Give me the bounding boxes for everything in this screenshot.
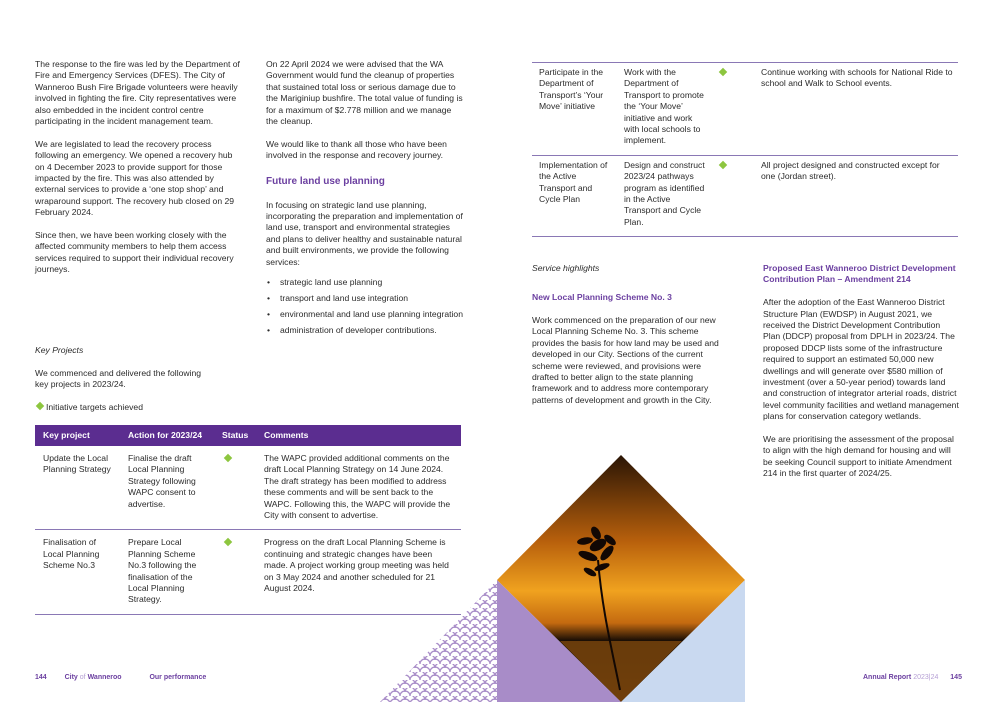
page-number: 145 [950, 674, 962, 681]
footer-wanneroo: Wanneroo [87, 674, 122, 681]
diamond-icon [224, 454, 232, 462]
status-cell [214, 530, 256, 614]
paragraph: On 22 April 2024 we were advised that the WA Government would fund the cleanup of properties that sustained total loss or serious damage due to the Mariginiup bushfire. The total value of funding is for a maximum of $2.778 million and we manage the cleanup. [266, 59, 463, 127]
right-column-2 [763, 263, 959, 491]
status-cell [214, 446, 256, 530]
paragraph: We are prioritising the assessment of the proposal to align with the high demand for housing and will be seeking Council support to initiate Amendment 214 in the first quarter of 2024/25. [763, 434, 954, 479]
project-cell: Implementation of the Active Transport and Cycle Plan [532, 155, 617, 236]
comment-cell: All project designed and constructed except for one (Jordan street). [754, 155, 958, 236]
column-header: Action for 2023/24 [120, 425, 214, 446]
action-cell: Design and construct 2023/24 pathways program as identified in the Active Transport and Cycle Plan. [617, 155, 713, 236]
footer-report: Annual Report [863, 674, 912, 681]
sunset-tree-image [380, 450, 746, 702]
paragraph: After the adoption of the East Wanneroo District Structure Plan (EWDSP) in August 2021, we received the District Development Contribution Plan (DDCP) proposal from DPLH in 2023/24. The proposed DDCP lists some of the infrastructure required to support an estimated 50,000 new dwellings and will generate over $580 million of investment (over a 50-year period) towards land and construction of integrator arterial roads, district level community facilities and wetland management plans for conservation category wetlands. [763, 297, 959, 422]
key-projects-label: Key Projects [35, 345, 84, 355]
footer-year: 2023|24 [913, 674, 939, 681]
footer-section: Our performance [149, 674, 207, 681]
column-header: Status [214, 425, 256, 446]
key-projects-intro: We commenced and delivered the following key projects in 2023/24. [35, 368, 202, 390]
comment-cell: The WAPC provided additional comments on the draft Local Planning Strategy on 14 June 2024. The draft strategy has been modified to address these comments and will be sent back to the WAPC. Following this, the WAPC will provide the City with consent to advertise. [256, 446, 461, 530]
legend [35, 402, 235, 413]
footer-left [35, 672, 206, 683]
comment-cell: Progress on the draft Local Planning Scheme is continuing and strategic changes have been made. A project working group meeting was held on 3 May 2024 and another scheduled for 21 August 2024. [256, 530, 461, 614]
diamond-icon [719, 161, 727, 169]
column-header: Comments [256, 425, 461, 446]
left-column-1 [35, 59, 240, 287]
list-item: • strategic land use planning [266, 277, 464, 288]
footer-right [863, 672, 962, 683]
status-cell [713, 155, 754, 236]
diamond-icon [36, 402, 44, 410]
paragraph: Work commenced on the preparation of our new Local Planning Scheme No. 3. This scheme provides the basis for how land may be used and developed in our City. Sections of the current scheme were reviewed, and provisions were drafted to better align to the state planning framework and to address more contemporary patterns of development and growth in the City. [532, 315, 719, 405]
subheading: Proposed East Wanneroo District Development Contribution Plan – Amendment 214 [763, 263, 956, 285]
list-item: • transport and land use integration [266, 293, 464, 304]
diamond-icon [224, 538, 232, 546]
key-projects-table-continued [532, 62, 958, 237]
section-heading: Future land use planning [266, 175, 385, 187]
list-item: • administration of developer contributions. [266, 325, 464, 336]
footer-city: City [64, 674, 78, 681]
project-cell: Participate in the Department of Transport’s ‘Your Move’ initiative [532, 63, 617, 156]
legend-label: Initiative targets achieved [46, 402, 143, 412]
action-cell: Finalise the draft Local Planning Strategy following WAPC consent to advertise. [120, 446, 214, 530]
paragraph: In focusing on strategic land use planning, incorporating the preparation and implementation of land use, transport and environmental strategies and plans to deliver healthy and sustainable natural and built environments, we provide the following services: [266, 199, 463, 267]
paragraph: We would like to thank all those who have been involved in the response and recovery journey. [266, 138, 447, 161]
action-cell: Prepare Local Planning Scheme No.3 following the finalisation of the Local Planning Strategy. [120, 530, 214, 614]
subheading: New Local Planning Scheme No. 3 [532, 292, 672, 302]
status-cell [713, 63, 754, 156]
project-cell: Update the Local Planning Strategy [35, 446, 120, 530]
paragraph: We are legislated to lead the recovery process following an emergency. We opened a recovery hub on 4 December 2023 to provide support for those impacted by the fire. This was also attended by external services to provide a ‘one stop shop’ and wraparound support. The recovery hub closed on 29 February 2024. [35, 138, 235, 218]
service-highlights-label: Service highlights [532, 263, 600, 273]
comment-cell: Continue working with schools for National Ride to school and Walk to School events. [754, 63, 958, 156]
table-row [532, 63, 958, 156]
action-cell: Work with the Department of Transport to promote the ‘Your Move’ initiative and work with local schools to implement. [617, 63, 713, 156]
list-item: • environmental and land use planning integration [266, 309, 464, 320]
page-number: 144 [35, 674, 47, 681]
left-column-2 [266, 59, 464, 341]
diamond-icon [719, 68, 727, 76]
table-row [532, 155, 958, 236]
project-cell: Finalisation of Local Planning Scheme No.3 [35, 530, 120, 614]
paragraph: Since then, we have been working closely with the affected community members to help them access services required to support their individual recovery journeys. [35, 230, 234, 275]
paragraph: The response to the fire was led by the Department of Fire and Emergency Services (DFES). The City of Wanneroo Bush Fire Brigade volunteers were heavily involved in fighting the fire. City representatives were also embedded in the incident control centre participating in the incident management team. [35, 59, 240, 127]
table-header-row [35, 425, 461, 446]
column-header: Key project [35, 425, 120, 446]
services-list [266, 277, 464, 336]
footer-of: of [79, 674, 86, 681]
